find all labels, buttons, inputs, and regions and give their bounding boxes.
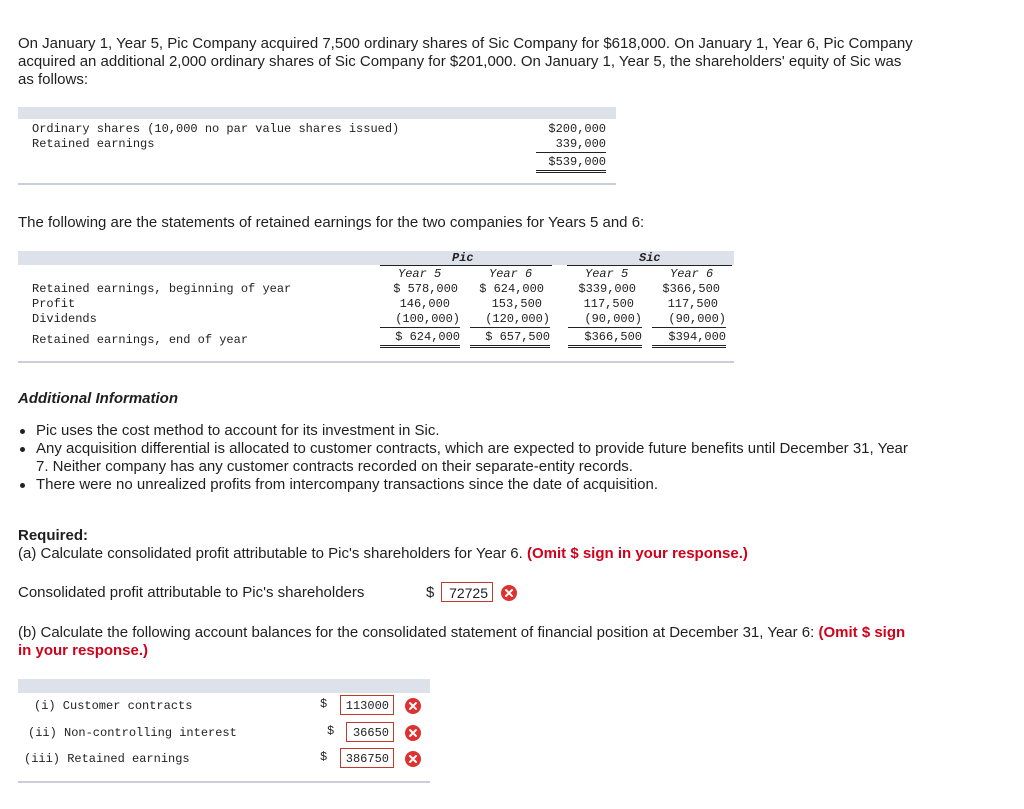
part-b-note-2: in your response.) [18,642,149,659]
answer-b-input-retained-earnings[interactable]: 386750 [340,748,394,768]
re-cell-0-0: $ 578,000 [393,282,458,296]
answer-b-incorrect-icon-0 [405,698,421,714]
re-company-sic: Sic [639,251,661,265]
re-cell-2-0: (100,000) [380,312,460,328]
re-row-label-3: Retained earnings, end of year [32,333,249,347]
answer-b-currency-2: $ [320,750,328,764]
additional-heading: Additional Information [18,390,178,407]
answers-b-header-band [18,679,430,693]
problem-intro [18,35,1008,89]
equity-table-bottom-rule [18,183,616,185]
additional-bullet-2-line-2: 7. Neither company has any customer contracts recorded on their separate-entity records. [36,458,633,475]
bullet-dot-3 [20,483,25,488]
re-row-label-2: Dividends [32,312,97,326]
re-year-header-0: Year 5 [398,267,442,281]
re-cell-3-0: $ 624,000 [380,330,460,348]
answer-b-label-0: (i) Customer contracts [34,699,193,713]
required-heading: Required: [18,527,89,544]
equity-row-value-0: $200,000 [548,122,606,136]
additional-bullet-1: Pic uses the cost method to account for its investment in Sic. [36,422,440,439]
answer-b-currency-0: $ [320,697,328,711]
answer-b-label-1: (ii) Non-controlling interest [28,726,237,740]
part-b-text: (b) Calculate the following account balances for the consolidated statement of financial position at December 31, Year 6: [18,624,815,641]
additional-bullet-3: There were no unrealized profits from intercompany transactions since the date of acquisition. [36,476,658,493]
answer-b-input-customer-contracts[interactable]: 113000 [340,695,394,715]
part-b-question [18,624,1008,660]
re-cell-1-1: 153,500 [491,297,542,311]
re-company-pic: Pic [452,251,474,265]
answer-a-label: Consolidated profit attributable to Pic's shareholders [18,584,365,601]
pic-header-rule [380,265,552,266]
answer-a-currency: $ [426,584,435,601]
re-year-header-2: Year 5 [585,267,629,281]
sic-header-rule [567,265,732,266]
part-b-note-1: (Omit $ sign [818,624,906,641]
re-cell-3-1: $ 657,500 [470,330,550,348]
re-cell-1-0: 146,000 [399,297,450,311]
re-table-bottom-rule [18,361,734,363]
re-cell-2-3: (90,000) [652,312,726,328]
answer-b-incorrect-icon-2 [405,751,421,767]
re-cell-0-1: $ 624,000 [479,282,544,296]
answer-b-input-non-controlling-interest[interactable]: 36650 [346,722,394,742]
answer-b-incorrect-icon-1 [405,725,421,741]
equity-row-value-1: 339,000 [536,137,606,153]
re-cell-0-2: $339,000 [578,282,636,296]
re-cell-1-2: 117,500 [583,297,634,311]
equity-table-header-band [18,107,616,119]
re-cell-1-3: 117,500 [667,297,718,311]
part-a-text: (a) Calculate consolidated profit attributable to Pic's shareholders for Year 6. [18,545,523,562]
re-row-label-0: Retained earnings, beginning of year [32,282,292,296]
answer-b-label-2: (iii) Retained earnings [24,752,190,766]
bullet-dot-2 [20,447,25,452]
answer-a-incorrect-icon [501,585,517,601]
answer-a-input[interactable]: 72725 [441,582,493,602]
answers-b-bottom-rule [18,781,430,783]
re-cell-2-2: (90,000) [568,312,642,328]
bullet-dot-1 [20,429,25,434]
re-year-header-3: Year 6 [670,267,714,281]
re-row-label-1: Profit [32,297,76,311]
part-a-question [18,545,748,563]
intro-line-2: acquired an additional 2,000 ordinary shares of Sic Company for $201,000. On January 1, Year 5, the shareholders' equity of Sic was [18,53,902,70]
intro-line-3: as follows: [18,71,89,88]
part-a-note: (Omit $ sign in your response.) [527,545,748,562]
re-table-header-band [18,251,734,265]
re-year-header-1: Year 6 [489,267,533,281]
equity-total: $539,000 [536,155,606,173]
re-cell-2-1: (120,000) [470,312,550,328]
equity-row-label-0: Ordinary shares (10,000 no par value shares issued) [32,122,400,136]
additional-bullet-2-line-1: Any acquisition differential is allocated to customer contracts, which are expected to provide future benefits until December 31, Year [36,440,908,457]
re-cell-3-2: $366,500 [568,330,642,348]
answer-b-currency-1: $ [327,724,335,738]
re-cell-3-3: $394,000 [652,330,726,348]
intro-line-1: On January 1, Year 5, Pic Company acquired 7,500 ordinary shares of Sic Company for $618,000. On January 1, Year 6, Pic Company [18,35,913,52]
re-intro: The following are the statements of retained earnings for the two companies for Years 5 and 6: [18,214,645,231]
re-cell-0-3: $366,500 [662,282,720,296]
equity-row-label-1: Retained earnings [32,137,155,151]
